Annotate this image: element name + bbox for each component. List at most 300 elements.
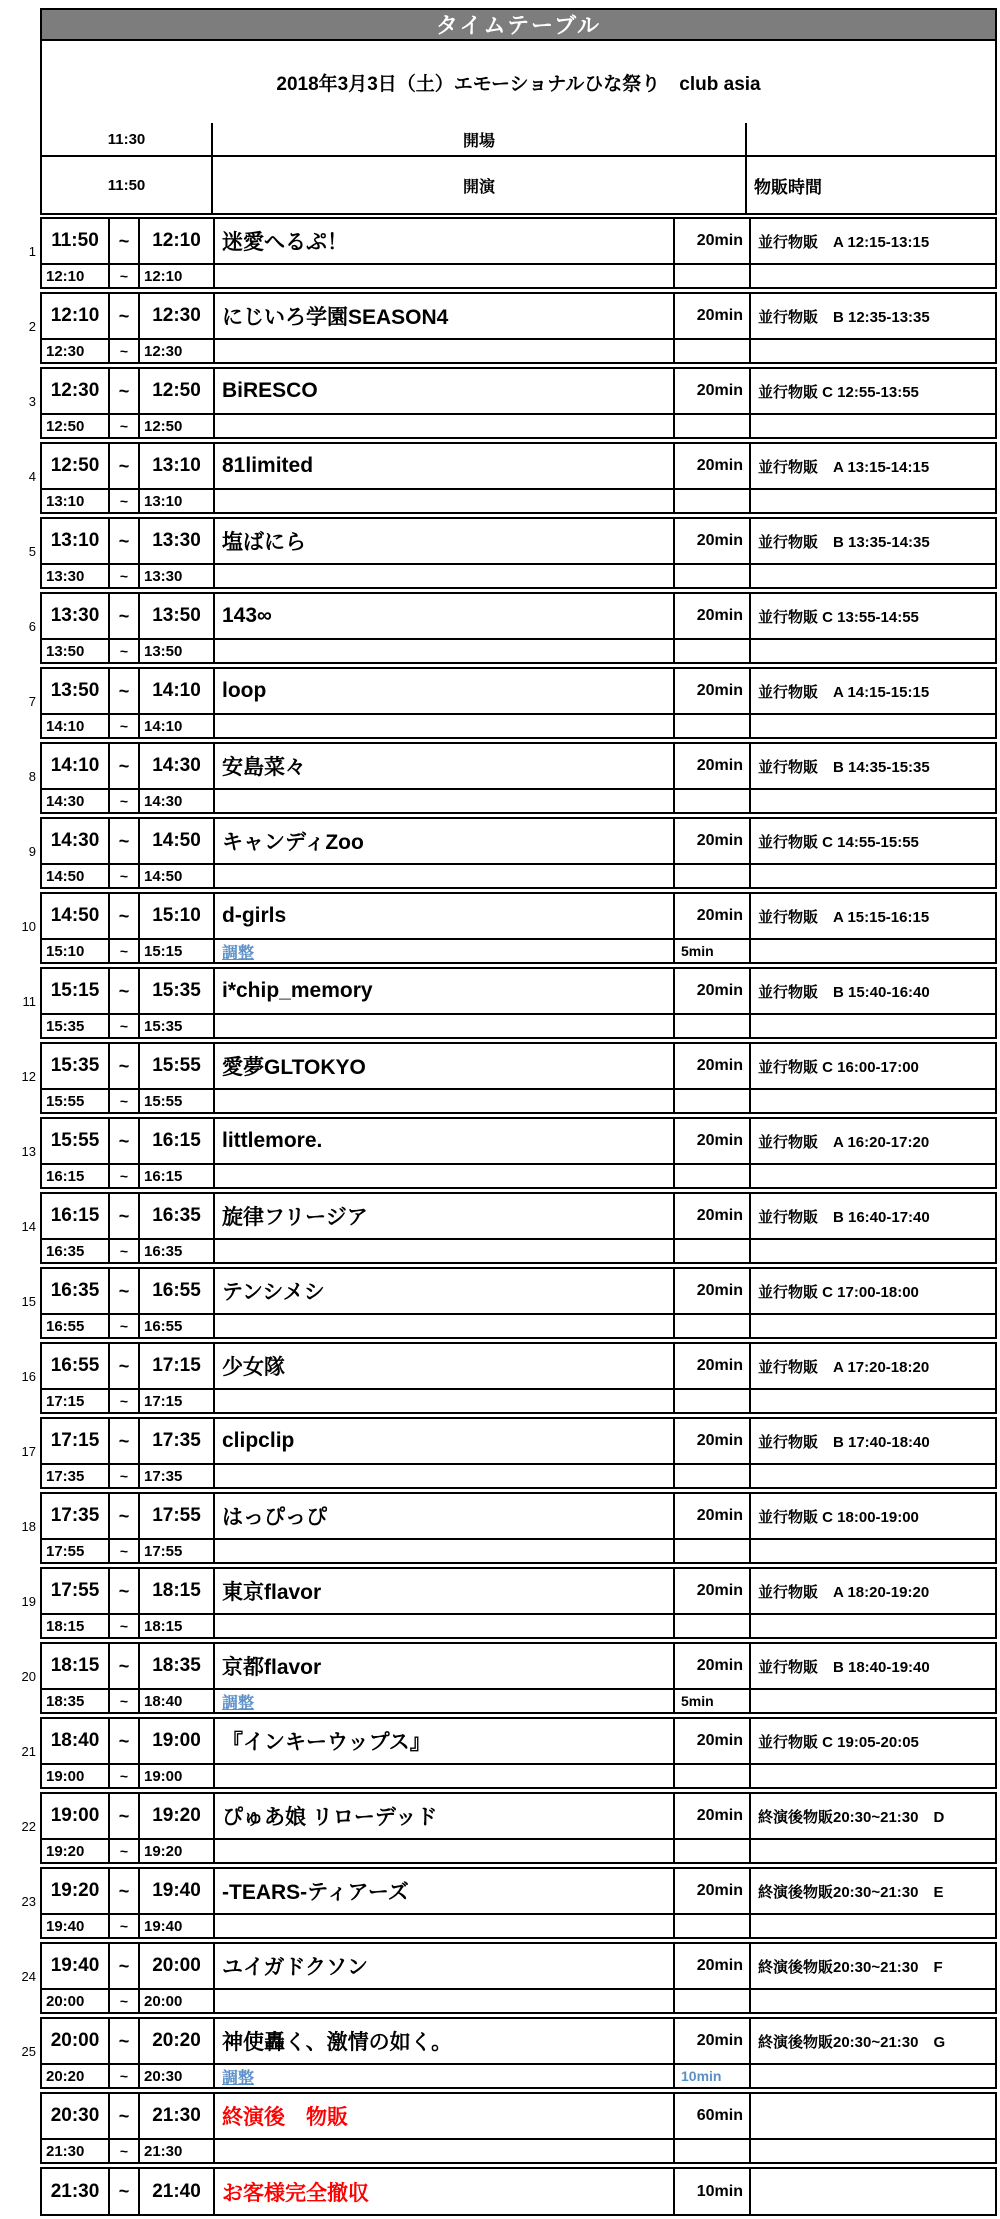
tilde-separator: ~: [110, 894, 140, 938]
row-number: 13: [21, 1144, 36, 1159]
doors-open-time: 11:30: [42, 123, 213, 155]
timetable-block: [40, 592, 997, 664]
artist-name: clipclip: [215, 1419, 675, 1463]
set-row: [42, 2169, 995, 2214]
changeover-end-time: 15:55: [140, 1090, 215, 1112]
goods-sale-info: 並行物販 B 14:35-15:35: [758, 758, 930, 776]
set-row: [42, 819, 995, 863]
set-end-time: 16:35: [140, 1194, 215, 1238]
goods-sale-info: [751, 2169, 995, 2214]
tilde-separator: ~: [110, 1119, 140, 1163]
changeover-start-time: 12:10: [42, 265, 110, 287]
changeover-start-time: 12:50: [42, 415, 110, 437]
set-duration: 10min: [675, 2169, 751, 2214]
set-end-time: 16:55: [140, 1269, 215, 1313]
changeover-label: [215, 715, 675, 737]
changeover-goods-cell: [751, 1390, 995, 1412]
tilde-separator: ~: [110, 565, 140, 587]
artist-name: テンシメシ: [215, 1269, 675, 1313]
changeover-row: [42, 1988, 995, 2012]
tilde-separator: ~: [110, 1419, 140, 1463]
goods-sale-info: 並行物販 B 15:40-16:40: [758, 983, 930, 1001]
set-start-time: 18:15: [42, 1644, 110, 1688]
changeover-duration: [675, 1015, 751, 1037]
set-start-time: 17:15: [42, 1419, 110, 1463]
changeover-end-time: 20:30: [140, 2065, 215, 2087]
changeover-start-time: 21:30: [42, 2140, 110, 2162]
tilde-separator: ~: [110, 294, 140, 338]
set-duration: 20min: [675, 1194, 751, 1238]
tilde-separator: ~: [110, 865, 140, 887]
changeover-goods-cell: [751, 565, 995, 587]
show-start-row: [42, 157, 995, 215]
set-duration: 20min: [675, 1794, 751, 1838]
set-duration: 20min: [675, 1119, 751, 1163]
artist-name: littlemore.: [215, 1119, 675, 1163]
set-duration: 20min: [675, 294, 751, 338]
goods-sale-info: 終演後物販20:30~21:30 D: [758, 1808, 945, 1826]
set-start-time: 11:50: [42, 219, 110, 263]
changeover-row: [42, 1913, 995, 1937]
changeover-duration: [675, 1315, 751, 1337]
set-end-time: 15:10: [140, 894, 215, 938]
set-start-time: 13:50: [42, 669, 110, 713]
changeover-duration: [675, 1840, 751, 1862]
timetable-block: [40, 1492, 997, 1564]
set-row: [42, 1419, 995, 1463]
changeover-row: [42, 1388, 995, 1412]
changeover-start-time: 13:10: [42, 490, 110, 512]
changeover-goods-cell: [751, 1315, 995, 1337]
tilde-separator: ~: [110, 1044, 140, 1088]
changeover-duration: [675, 565, 751, 587]
set-end-time: 20:00: [140, 1944, 215, 1988]
row-number: 6: [28, 619, 36, 634]
set-row: [42, 369, 995, 413]
tilde-separator: ~: [110, 669, 140, 713]
tilde-separator: ~: [110, 444, 140, 488]
row-number: 11: [22, 994, 36, 1009]
goods-sale-info: 並行物販 C 16:00-17:00: [758, 1058, 919, 1076]
tilde-separator: ~: [110, 2140, 140, 2162]
set-row: [42, 1269, 995, 1313]
set-duration: 20min: [675, 1869, 751, 1913]
tilde-separator: ~: [110, 1344, 140, 1388]
changeover-duration: [675, 2140, 751, 2162]
tilde-separator: ~: [110, 1765, 140, 1787]
timetable-block: [40, 1342, 997, 1414]
tilde-separator: ~: [110, 1390, 140, 1412]
set-duration: 20min: [675, 1044, 751, 1088]
set-row: [42, 594, 995, 638]
changeover-goods-cell: [751, 265, 995, 287]
row-number: 5: [28, 544, 36, 559]
row-number: 4: [28, 469, 36, 484]
goods-sale-info: 並行物販 A 15:15-16:15: [758, 908, 930, 926]
set-end-time: 17:15: [140, 1344, 215, 1388]
artist-name: 『インキーウップス』: [215, 1719, 675, 1763]
artist-name: 安島菜々: [215, 744, 675, 788]
timetable-block: [40, 442, 997, 514]
set-end-time: 12:10: [140, 219, 215, 263]
timetable-block: [40, 1867, 997, 1939]
row-number: 17: [21, 1444, 36, 1459]
changeover-start-time: 16:15: [42, 1165, 110, 1187]
tilde-separator: ~: [110, 265, 140, 287]
set-duration: 20min: [675, 1569, 751, 1613]
changeover-goods-cell: [751, 790, 995, 812]
changeover-goods-cell: [751, 1615, 995, 1637]
changeover-start-time: 20:20: [42, 2065, 110, 2087]
tilde-separator: ~: [110, 744, 140, 788]
tilde-separator: ~: [110, 1315, 140, 1337]
changeover-label: [215, 1465, 675, 1487]
row-number: 21: [21, 1744, 36, 1759]
changeover-row: [42, 1163, 995, 1187]
artist-name: 愛夢GLTOKYO: [215, 1044, 675, 1088]
set-start-time: 12:50: [42, 444, 110, 488]
goods-sale-info: 並行物販 C 17:00-18:00: [758, 1283, 919, 1301]
changeover-end-time: 16:55: [140, 1315, 215, 1337]
set-duration: 20min: [675, 594, 751, 638]
artist-name: 京都flavor: [215, 1644, 675, 1688]
tilde-separator: ~: [110, 1615, 140, 1637]
set-start-time: 14:30: [42, 819, 110, 863]
row-number: 1: [28, 244, 36, 259]
artist-name: 神使轟く、激情の如く。: [215, 2019, 675, 2063]
set-start-time: 14:10: [42, 744, 110, 788]
artist-name: お客様完全撤収: [215, 2169, 675, 2214]
artist-name: 少女隊: [215, 1344, 675, 1388]
artist-name: ユイガドクソン: [215, 1944, 675, 1988]
tilde-separator: ~: [110, 1644, 140, 1688]
set-start-time: 12:10: [42, 294, 110, 338]
set-end-time: 17:35: [140, 1419, 215, 1463]
changeover-row: [42, 1538, 995, 1562]
tilde-separator: ~: [110, 1794, 140, 1838]
goods-sale-info: 並行物販 A 18:20-19:20: [758, 1583, 930, 1601]
changeover-label: [215, 1990, 675, 2012]
changeover-label: 調整: [215, 2065, 675, 2087]
changeover-goods-cell: [751, 1540, 995, 1562]
tilde-separator: ~: [110, 1990, 140, 2012]
changeover-label: [215, 265, 675, 287]
row-number: 10: [21, 919, 36, 934]
goods-sale-info: [751, 2094, 995, 2138]
changeover-row: [42, 1013, 995, 1037]
changeover-duration: 5min: [675, 940, 751, 962]
set-end-time: 18:35: [140, 1644, 215, 1688]
row-number: 16: [21, 1369, 36, 1384]
artist-name: 143∞: [215, 594, 675, 638]
changeover-start-time: 14:10: [42, 715, 110, 737]
changeover-row: [42, 1088, 995, 1112]
changeover-row: [42, 1763, 995, 1787]
changeover-label: [215, 1915, 675, 1937]
tilde-separator: ~: [110, 1840, 140, 1862]
changeover-end-time: 13:10: [140, 490, 215, 512]
changeover-label: [215, 340, 675, 362]
set-end-time: 13:50: [140, 594, 215, 638]
set-duration: 20min: [675, 669, 751, 713]
changeover-duration: [675, 1390, 751, 1412]
tilde-separator: ~: [110, 1540, 140, 1562]
tilde-separator: ~: [110, 415, 140, 437]
timetable-block: [40, 292, 997, 364]
changeover-end-time: 19:00: [140, 1765, 215, 1787]
artist-name: はっぴっぴ: [215, 1494, 675, 1538]
changeover-row: [42, 1613, 995, 1637]
set-row: [42, 1869, 995, 1913]
changeover-goods-cell: [751, 865, 995, 887]
tilde-separator: ~: [110, 219, 140, 263]
goods-sale-info: 並行物販 B 12:35-13:35: [758, 308, 930, 326]
changeover-end-time: 17:55: [140, 1540, 215, 1562]
set-end-time: 21:30: [140, 2094, 215, 2138]
changeover-row: [42, 338, 995, 362]
set-start-time: 12:30: [42, 369, 110, 413]
set-row: [42, 2094, 995, 2138]
timetable-block: [40, 217, 997, 289]
changeover-duration: [675, 1090, 751, 1112]
goods-sale-info: 並行物販 A 17:20-18:20: [758, 1358, 930, 1376]
set-row: [42, 669, 995, 713]
changeover-goods-cell: [751, 2065, 995, 2087]
set-end-time: 21:40: [140, 2169, 215, 2214]
changeover-duration: [675, 265, 751, 287]
changeover-end-time: 19:40: [140, 1915, 215, 1937]
timetable-block: [40, 1567, 997, 1639]
set-row: [42, 969, 995, 1013]
tilde-separator: ~: [110, 790, 140, 812]
changeover-duration: [675, 715, 751, 737]
row-number: 23: [21, 1894, 36, 1909]
set-start-time: 16:15: [42, 1194, 110, 1238]
set-start-time: 19:00: [42, 1794, 110, 1838]
goods-time-header: 物販時間: [754, 177, 822, 197]
row-number: 24: [21, 1969, 36, 1984]
changeover-start-time: 14:50: [42, 865, 110, 887]
tilde-separator: ~: [110, 2065, 140, 2087]
changeover-end-time: 17:35: [140, 1465, 215, 1487]
set-start-time: 15:15: [42, 969, 110, 1013]
changeover-goods-cell: [751, 1090, 995, 1112]
changeover-goods-cell: [751, 715, 995, 737]
tilde-separator: ~: [110, 1944, 140, 1988]
goods-sale-info: 並行物販 C 18:00-19:00: [758, 1508, 919, 1526]
set-duration: 60min: [675, 2094, 751, 2138]
changeover-duration: [675, 640, 751, 662]
changeover-start-time: 17:15: [42, 1390, 110, 1412]
goods-sale-info: 並行物販 C 13:55-14:55: [758, 608, 919, 626]
timetable-block: [40, 1042, 997, 1114]
timetable-block: [40, 1417, 997, 1489]
goods-sale-info: 終演後物販20:30~21:30 F: [758, 1958, 943, 1976]
changeover-goods-cell: [751, 1465, 995, 1487]
tilde-separator: ~: [110, 2169, 140, 2214]
changeover-start-time: 16:55: [42, 1315, 110, 1337]
changeover-label: [215, 1840, 675, 1862]
changeover-goods-cell: [751, 1690, 995, 1712]
row-number: 14: [21, 1219, 36, 1234]
changeover-label: [215, 1390, 675, 1412]
timetable-block: [40, 2092, 997, 2164]
changeover-goods-cell: [751, 1165, 995, 1187]
set-duration: 20min: [675, 1944, 751, 1988]
set-end-time: 18:15: [140, 1569, 215, 1613]
tilde-separator: ~: [110, 1719, 140, 1763]
goods-sale-info: 並行物販 B 17:40-18:40: [758, 1433, 930, 1451]
tilde-separator: ~: [110, 715, 140, 737]
changeover-start-time: 12:30: [42, 340, 110, 362]
set-start-time: 13:10: [42, 519, 110, 563]
timetable-block: [40, 367, 997, 439]
changeover-label: [215, 865, 675, 887]
changeover-start-time: 17:35: [42, 1465, 110, 1487]
changeover-start-time: 19:40: [42, 1915, 110, 1937]
row-number: 3: [28, 394, 36, 409]
artist-name: ぴゅあ娘 リローデッド: [215, 1794, 675, 1838]
row-number: 25: [21, 2044, 36, 2059]
changeover-duration: [675, 1540, 751, 1562]
changeover-end-time: 14:10: [140, 715, 215, 737]
artist-name: にじいろ学園SEASON4: [215, 294, 675, 338]
changeover-end-time: 12:30: [140, 340, 215, 362]
row-number: 15: [21, 1294, 36, 1309]
set-end-time: 14:50: [140, 819, 215, 863]
artist-name: 81limited: [215, 444, 675, 488]
changeover-start-time: 20:00: [42, 1990, 110, 2012]
timetable-block: [40, 1192, 997, 1264]
changeover-row: [42, 788, 995, 812]
changeover-start-time: 15:10: [42, 940, 110, 962]
changeover-row: [42, 413, 995, 437]
changeover-label: [215, 1165, 675, 1187]
timetable-block: [40, 667, 997, 739]
set-row: [42, 1644, 995, 1688]
changeover-label: 調整: [215, 1690, 675, 1712]
tilde-separator: ~: [110, 1465, 140, 1487]
timetable-block: [40, 2017, 997, 2089]
artist-name: 迷愛へるぷ！: [215, 219, 675, 263]
changeover-label: [215, 415, 675, 437]
tilde-separator: ~: [110, 819, 140, 863]
set-end-time: 17:55: [140, 1494, 215, 1538]
changeover-end-time: 21:30: [140, 2140, 215, 2162]
changeover-label: [215, 1090, 675, 1112]
artist-name: i*chip_memory: [215, 969, 675, 1013]
doors-open-empty-cell: [747, 123, 995, 155]
changeover-duration: [675, 340, 751, 362]
changeover-duration: [675, 1615, 751, 1637]
row-number: 20: [21, 1669, 36, 1684]
set-end-time: 12:50: [140, 369, 215, 413]
changeover-duration: 5min: [675, 1690, 751, 1712]
changeover-start-time: 14:30: [42, 790, 110, 812]
changeover-goods-cell: [751, 490, 995, 512]
set-start-time: 18:40: [42, 1719, 110, 1763]
row-number: 7: [28, 694, 36, 709]
set-duration: 20min: [675, 1494, 751, 1538]
set-row: [42, 894, 995, 938]
artist-name: 終演後 物販: [215, 2094, 675, 2138]
changeover-row: [42, 1838, 995, 1862]
tilde-separator: ~: [110, 969, 140, 1013]
set-duration: 20min: [675, 369, 751, 413]
row-number: 19: [21, 1594, 36, 1609]
changeover-start-time: 16:35: [42, 1240, 110, 1262]
goods-sale-info: 並行物販 C 12:55-13:55: [758, 383, 919, 401]
changeover-end-time: 19:20: [140, 1840, 215, 1862]
artist-name: BiRESCO: [215, 369, 675, 413]
timetable-block: [40, 517, 997, 589]
set-row: [42, 1194, 995, 1238]
set-start-time: 14:50: [42, 894, 110, 938]
changeover-end-time: 13:50: [140, 640, 215, 662]
row-number: 18: [21, 1519, 36, 1534]
timetable-body: [40, 217, 997, 2216]
changeover-end-time: 12:50: [140, 415, 215, 437]
goods-sale-info: 並行物販 A 14:15-15:15: [758, 683, 930, 701]
artist-name: loop: [215, 669, 675, 713]
artist-name: 旋律フリージア: [215, 1194, 675, 1238]
set-row: [42, 1344, 995, 1388]
set-duration: 20min: [675, 969, 751, 1013]
set-row: [42, 1119, 995, 1163]
changeover-end-time: 15:35: [140, 1015, 215, 1037]
changeover-duration: [675, 790, 751, 812]
set-duration: 20min: [675, 1644, 751, 1688]
goods-sale-info: 並行物販 B 16:40-17:40: [758, 1208, 930, 1226]
set-duration: 20min: [675, 894, 751, 938]
changeover-goods-cell: [751, 940, 995, 962]
doors-open-row: [42, 123, 995, 157]
tilde-separator: ~: [110, 1494, 140, 1538]
changeover-end-time: 18:40: [140, 1690, 215, 1712]
timetable-block: [40, 817, 997, 889]
changeover-label: [215, 1540, 675, 1562]
changeover-label: [215, 2140, 675, 2162]
changeover-end-time: 15:15: [140, 940, 215, 962]
set-start-time: 17:35: [42, 1494, 110, 1538]
changeover-row: [42, 1463, 995, 1487]
changeover-duration: [675, 1465, 751, 1487]
changeover-start-time: 15:35: [42, 1015, 110, 1037]
changeover-label: [215, 565, 675, 587]
changeover-label: [215, 640, 675, 662]
timetable-block: [40, 1267, 997, 1339]
set-row: [42, 1494, 995, 1538]
timetable-block: [40, 1792, 997, 1864]
changeover-duration: [675, 865, 751, 887]
doors-open-label: 開場: [213, 123, 747, 155]
set-end-time: 19:40: [140, 1869, 215, 1913]
goods-sale-info: 並行物販 C 19:05-20:05: [758, 1733, 919, 1751]
changeover-duration: [675, 1990, 751, 2012]
changeover-end-time: 12:10: [140, 265, 215, 287]
set-start-time: 13:30: [42, 594, 110, 638]
page-title: タイムテーブル: [40, 8, 997, 41]
set-duration: 20min: [675, 1269, 751, 1313]
set-duration: 20min: [675, 1419, 751, 1463]
goods-sale-info: 終演後物販20:30~21:30 E: [758, 1883, 944, 1901]
changeover-end-time: 13:30: [140, 565, 215, 587]
goods-sale-info: 並行物販 A 12:15-13:15: [758, 233, 930, 251]
changeover-goods-cell: [751, 1915, 995, 1937]
timetable-block: [40, 2167, 997, 2216]
changeover-end-time: 20:00: [140, 1990, 215, 2012]
changeover-duration: [675, 415, 751, 437]
